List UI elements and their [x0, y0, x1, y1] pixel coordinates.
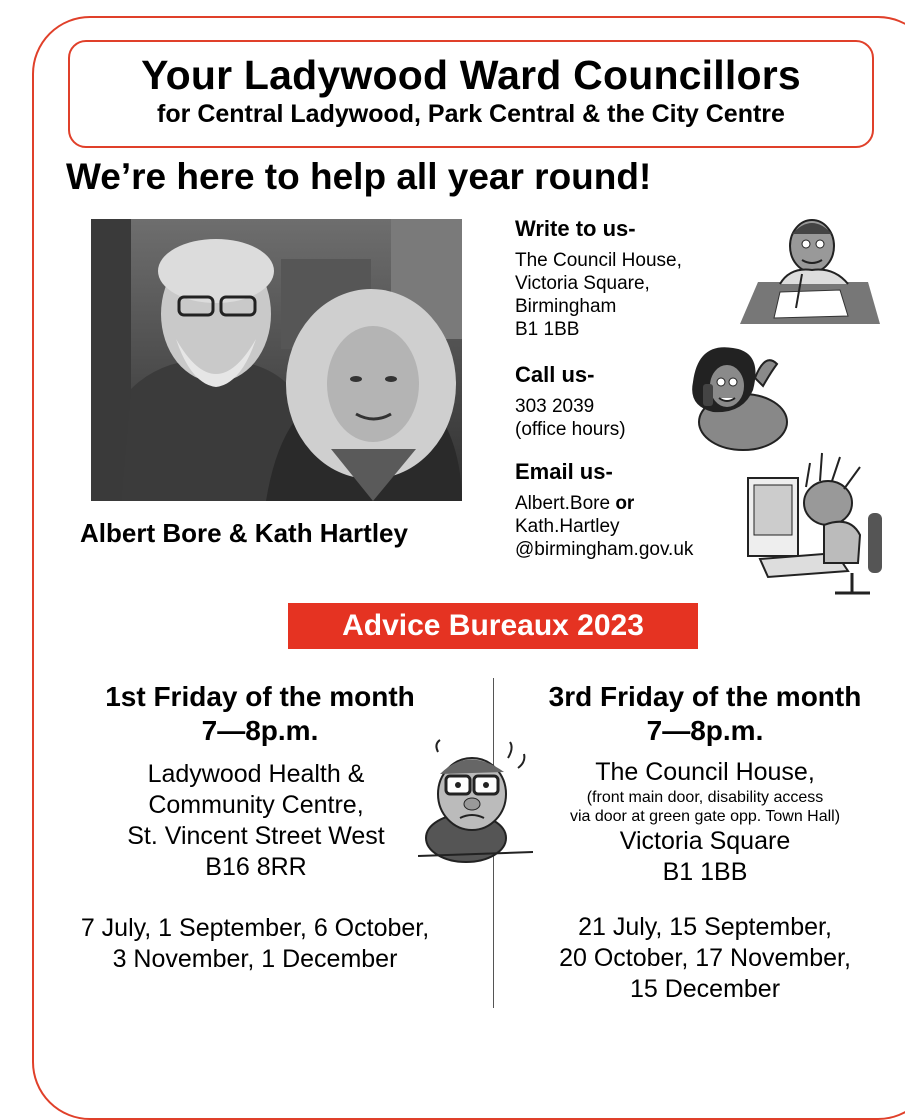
- address-line: The Council House,: [515, 250, 682, 271]
- email-domain[interactable]: @birmingham.gov.uk: [515, 539, 694, 560]
- venue-line: St. Vincent Street West: [127, 822, 385, 850]
- left-bureau-heading: 1st Friday of the month: [105, 681, 415, 712]
- right-venue: [505, 757, 905, 888]
- venue-line: Community Centre,: [148, 791, 364, 819]
- councillors-photo: [91, 219, 462, 501]
- title-box: [68, 40, 874, 148]
- left-dates: [30, 913, 480, 975]
- write-section: [515, 215, 745, 341]
- left-bureau-time: 7—8p.m.: [201, 715, 319, 746]
- date-line: 20 October, 17 November,: [559, 944, 851, 972]
- advice-bureaux-banner: Advice Bureaux 2023: [288, 603, 698, 649]
- venue-line: B1 1BB: [662, 858, 748, 886]
- venue-line: Ladywood Health &: [147, 760, 365, 788]
- email-name-albert[interactable]: Albert.Bore: [515, 493, 611, 514]
- right-dates: [505, 912, 905, 1005]
- page-subtitle: for Central Ladywood, Park Central & the City Centre: [157, 100, 785, 128]
- phone-hours: (office hours): [515, 419, 626, 440]
- photo-caption: Albert Bore & Kath Hartley: [80, 518, 408, 548]
- access-note: via door at green gate opp. Town Hall): [569, 808, 841, 825]
- page-title: Your Ladywood Ward Councillors: [141, 52, 801, 98]
- left-bureau: [40, 680, 480, 748]
- right-bureau-heading: 3rd Friday of the month: [548, 681, 862, 712]
- right-bureau-time: 7—8p.m.: [646, 715, 764, 746]
- call-heading: Call us-: [515, 362, 595, 387]
- address-line: Birmingham: [515, 296, 617, 317]
- email-heading: Email us-: [515, 459, 613, 484]
- venue-line: B16 8RR: [205, 853, 307, 881]
- address-line: Victoria Square,: [515, 273, 650, 294]
- writing-cartoon-icon: [740, 212, 880, 332]
- access-note: (front main door, disability access: [586, 789, 824, 806]
- date-line: 15 December: [629, 975, 781, 1003]
- date-line: 7 July, 1 September, 6 October,: [80, 914, 430, 942]
- left-venue: [66, 759, 446, 883]
- email-section: [515, 458, 745, 561]
- address-line: B1 1BB: [515, 319, 580, 340]
- email-name-kath[interactable]: Kath.Hartley: [515, 516, 620, 537]
- phone-cartoon-icon: [683, 342, 788, 457]
- computer-cartoon-icon: [740, 443, 890, 603]
- venue-line: Victoria Square: [619, 827, 791, 855]
- venue-line: The Council House,: [595, 758, 815, 786]
- email-or: or: [615, 493, 635, 514]
- tagline: We’re here to help all year round!: [66, 156, 652, 197]
- date-line: 21 July, 15 September,: [578, 913, 832, 941]
- date-line: 3 November, 1 December: [112, 945, 398, 973]
- write-heading: Write to us-: [515, 216, 636, 241]
- right-bureau: [505, 680, 905, 748]
- phone-number: 303 2039: [515, 396, 595, 417]
